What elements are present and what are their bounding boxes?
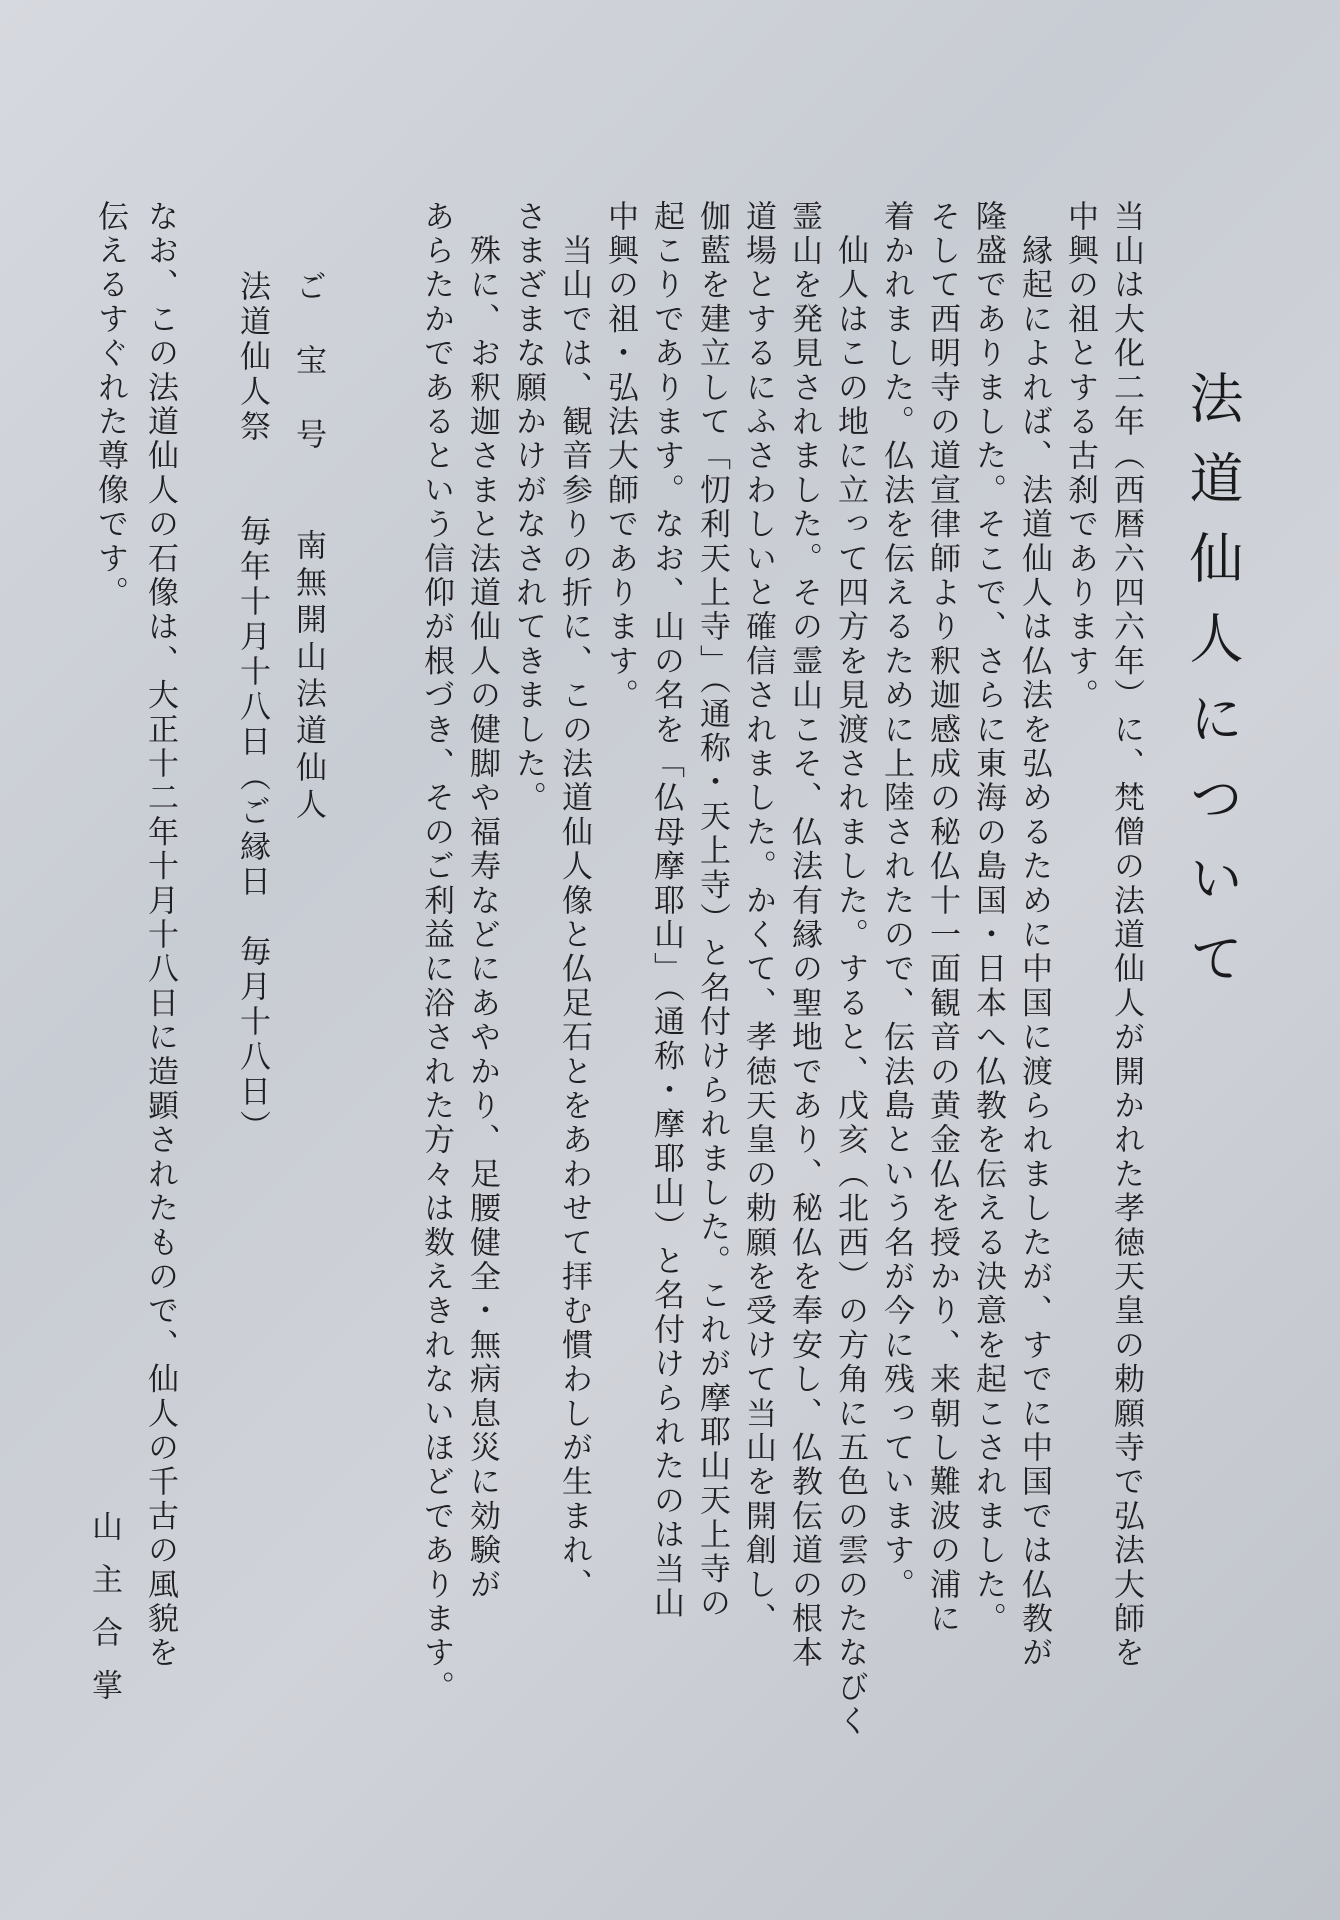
body-line: 縁起によれば、法道仙人は仏法を弘めるために中国に渡られましたが、すでに中国では仏教が [1016, 200, 1052, 1671]
body-line: 伽藍を建立して「忉利天上寺」（通称・天上寺）と名付けられました。これが摩耶山天上寺の [694, 200, 730, 1621]
body-line: 道場とするにふさわしいと確信されました。かくて、孝徳天皇の勅願を受けて当山を開創し、 [740, 200, 776, 1637]
body-line: 当山は大化二年（西暦六四六年）に、梵僧の法道仙人が開かれた孝徳天皇の勅願寺で弘法大師を [1108, 200, 1144, 1671]
body-line: 霊山を発見されました。その霊山こそ、仏法有縁の聖地であり、秘仏を奉安し、仏教伝道の根本 [786, 200, 822, 1671]
body-line: 当山では、観音参りの折に、この法道仙人像と仏足石とをあわせて拝む慣わしが生まれ、 [556, 200, 592, 1603]
body-line: さまざまな願かけがなされてきました。 [510, 200, 546, 816]
body-line: 仙人はこの地に立って四方を見渡されました。すると、戊亥（北西）の方角に五色の雲のたなびく [832, 200, 868, 1739]
body-line: あらたかであるという信仰が根づき、そのご利益に浴された方々は数えきれないほどであります。 [418, 200, 454, 1705]
body-line: 中興の祖とする古刹であります。 [1062, 200, 1098, 713]
signature: 山主合掌 [86, 1510, 122, 1722]
closing-line: なお、この法道仙人の石像は、大正十二年十月十八日に造顕されたもので、仙人の千古の風貌を [142, 200, 178, 1671]
body-line: 殊に、お釈迦さまと法道仙人の健脚や福寿などにあやかり、足腰健全・無病息災に効験が [464, 200, 500, 1603]
body-line: 着かれました。仏法を伝えるために上陸されたので、伝法島という名が今に残っています。 [878, 200, 914, 1603]
closing-line: 伝えるすぐれた尊像です。 [92, 200, 128, 611]
body-line: 起こりであります。なお、山の名を「仏母摩耶山」（通称・摩耶山）と名付けられたのは当山 [648, 200, 684, 1621]
body-line: 隆盛でありました。そこで、さらに東海の島国・日本へ仏教を伝える決意を起こされました。 [970, 200, 1006, 1637]
dedication-hogo: ご 宝 号 南無開山法道仙人 [290, 270, 326, 825]
dedication-festival: 法道仙人祭 毎年十月十八日（ご縁日 毎月十八日） [234, 270, 270, 1145]
page-title: 法道仙人について [1181, 370, 1244, 1010]
body-line: 中興の祖・弘法大師であります。 [602, 200, 638, 713]
body-line: そして西明寺の道宣律師より釈迦感成の秘仏十一面観音の黄金仏を授かり、来朝し難波の浦に [924, 200, 960, 1637]
